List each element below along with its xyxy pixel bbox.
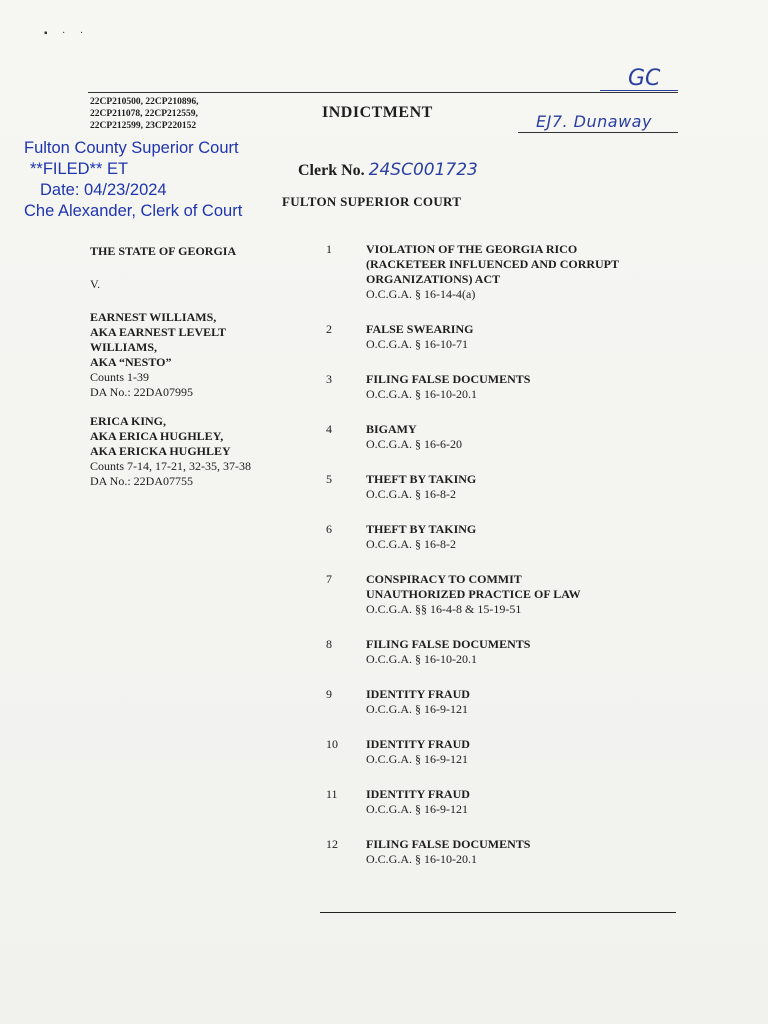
state-party: THE STATE OF GEORGIA <box>90 244 237 258</box>
counts-list <box>322 242 662 867</box>
clerk-number <box>298 160 478 180</box>
defendant2-name: AKA ERICA HUGHLEY, <box>90 429 224 443</box>
defendant1-name: AKA “NESTO” <box>90 355 172 369</box>
count-statute: O.C.G.A. § 16-8-2 <box>366 537 456 551</box>
defendant2-da-no: DA No.: 22DA07755 <box>90 474 194 488</box>
count-charge: FILING FALSE DOCUMENTS <box>366 372 531 386</box>
count-item <box>322 837 662 867</box>
judge-line <box>518 132 678 133</box>
count-charge: VIOLATION OF THE GEORGIA RICO <box>366 242 578 256</box>
versus: V. <box>90 277 101 291</box>
count-charge: FILING FALSE DOCUMENTS <box>366 837 531 851</box>
document-title: INDICTMENT <box>322 104 433 121</box>
count-statute: O.C.G.A. § 16-8-2 <box>366 487 456 501</box>
defendant1-name: AKA EARNEST LEVELT <box>90 325 227 339</box>
count-charge: IDENTITY FRAUD <box>366 687 470 701</box>
count-number: 1 <box>326 242 332 256</box>
defendant2-counts: Counts 7-14, 17-21, 32-35, 37-38 <box>90 459 251 473</box>
count-item <box>322 472 662 502</box>
stamp-date: Date: 04/23/2024 <box>40 181 167 199</box>
defendant1-da-no: DA No.: 22DA07995 <box>90 385 194 399</box>
count-statute: O.C.G.A. § 16-9-121 <box>366 802 468 816</box>
count-statute: O.C.G.A. § 16-10-20.1 <box>366 387 477 401</box>
count-item <box>322 422 662 452</box>
count-charge: FILING FALSE DOCUMENTS <box>366 637 531 651</box>
scan-specks: ▪ · · <box>44 28 90 39</box>
bottom-rule <box>320 912 676 913</box>
count-item <box>322 787 662 817</box>
count-number: 12 <box>326 837 338 851</box>
count-number: 10 <box>326 737 338 751</box>
count-charge: ORGANIZATIONS) ACT <box>366 272 501 286</box>
parties-block <box>90 244 310 489</box>
initials-underline <box>600 90 678 91</box>
count-number: 9 <box>326 687 332 701</box>
handwritten-initials: GC <box>628 66 661 91</box>
count-item <box>322 687 662 717</box>
count-number: 3 <box>326 372 332 386</box>
count-item <box>322 322 662 352</box>
count-statute: O.C.G.A. § 16-10-71 <box>366 337 468 351</box>
defendant2-name: ERICA KING, <box>90 414 167 428</box>
count-charge: UNAUTHORIZED PRACTICE OF LAW <box>366 587 581 601</box>
defendant2-name: AKA ERICKA HUGHLEY <box>90 444 231 458</box>
count-statute: O.C.G.A. § 16-9-121 <box>366 702 468 716</box>
case-numbers-line: 22CP210500, 22CP210896, <box>90 97 199 107</box>
defendant1-counts: Counts 1-39 <box>90 370 150 384</box>
count-charge: IDENTITY FRAUD <box>366 787 470 801</box>
count-statute: O.C.G.A. § 16-10-20.1 <box>366 652 477 666</box>
stamp-clerk: Che Alexander, Clerk of Court <box>24 202 243 220</box>
count-item <box>322 737 662 767</box>
header-rule <box>88 92 678 93</box>
count-item <box>322 522 662 552</box>
count-number: 4 <box>326 422 332 436</box>
count-charge: IDENTITY FRAUD <box>366 737 470 751</box>
count-charge: FALSE SWEARING <box>366 322 474 336</box>
count-charge: THEFT BY TAKING <box>366 522 477 536</box>
count-charge: (RACKETEER INFLUENCED AND CORRUPT <box>366 257 620 271</box>
count-statute: O.C.G.A. § 16-14-4(a) <box>366 287 476 301</box>
count-statute: O.C.G.A. §§ 16-4-8 & 15-19-51 <box>366 602 522 616</box>
handwritten-judge-name: EJ7. Dunaway <box>536 112 652 131</box>
count-item <box>322 572 662 617</box>
count-item <box>322 242 662 302</box>
count-number: 6 <box>326 522 332 536</box>
clerk-number-value: 24SC001723 <box>368 160 478 180</box>
count-number: 2 <box>326 322 332 336</box>
count-charge: CONSPIRACY TO COMMIT <box>366 572 522 586</box>
defendant1-name: EARNEST WILLIAMS, <box>90 310 217 324</box>
case-numbers <box>90 96 290 132</box>
count-number: 11 <box>326 787 338 801</box>
court-name: FULTON SUPERIOR COURT <box>282 194 462 209</box>
stamp-filed: **FILED** ET <box>30 160 129 178</box>
count-number: 7 <box>326 572 332 586</box>
count-statute: O.C.G.A. § 16-10-20.1 <box>366 852 477 866</box>
count-statute: O.C.G.A. § 16-6-20 <box>366 437 462 451</box>
clerk-label: Clerk No. <box>298 162 365 179</box>
stamp-court: Fulton County Superior Court <box>24 139 239 157</box>
count-charge: THEFT BY TAKING <box>366 472 477 486</box>
filing-stamp <box>24 138 242 222</box>
count-statute: O.C.G.A. § 16-9-121 <box>366 752 468 766</box>
count-item <box>322 372 662 402</box>
count-item <box>322 637 662 667</box>
case-numbers-line: 22CP212599, 23CP220152 <box>90 121 197 131</box>
count-charge: BIGAMY <box>366 422 417 436</box>
case-numbers-line: 22CP211078, 22CP212559, <box>90 109 198 119</box>
count-number: 8 <box>326 637 332 651</box>
count-number: 5 <box>326 472 332 486</box>
defendant1-name: WILLIAMS, <box>90 340 158 354</box>
